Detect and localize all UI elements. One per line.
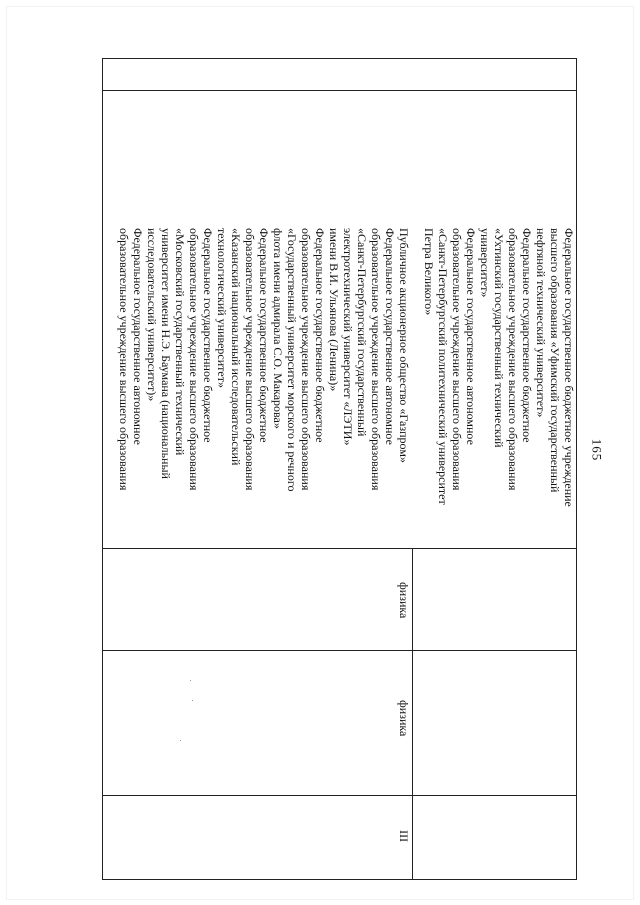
org-line: Федеральное государственное бюджетное учреждение xyxy=(562,228,576,507)
table-rule xyxy=(102,548,577,549)
level-cell: III xyxy=(397,830,411,842)
org-line: Федеральное государственное автономное xyxy=(131,228,145,445)
org-line: Публичное акционерное общество «Газпром» xyxy=(397,228,411,463)
org-line: «Ухтинский государственный технический xyxy=(492,228,506,448)
org-line: электротехнический университет «ЛЭТИ» xyxy=(341,228,355,446)
org-line: исследовательский университет)» xyxy=(145,228,159,402)
org-line: Федеральное государственное бюджетное xyxy=(257,228,271,443)
org-line: Федеральное государственное бюджетное xyxy=(201,228,215,443)
subject-cell: физика xyxy=(397,582,411,619)
org-line: образовательное учреждение высшего образования xyxy=(450,228,464,491)
scan-speck xyxy=(180,740,181,741)
org-line: «Казанский национальный исследовательский xyxy=(229,228,243,466)
org-line: технологический университет» xyxy=(215,228,229,388)
org-line: образовательное учреждение высшего образования xyxy=(369,228,383,491)
org-line: высшего образования «Уфимский государственный xyxy=(548,228,562,493)
scan-speck xyxy=(192,700,193,701)
org-line: имени В.И. Ульянова (Ленина)» xyxy=(327,228,341,392)
subject-cell: физика xyxy=(397,700,411,737)
table-rule xyxy=(412,548,413,880)
scan-speck xyxy=(190,680,191,681)
page-number: 165 xyxy=(589,438,605,462)
table-rule xyxy=(102,650,577,651)
org-line: университет» xyxy=(478,228,492,298)
table-rule xyxy=(102,795,577,796)
org-line: образовательное учреждение высшего образования xyxy=(243,228,257,491)
org-line: «Санкт-Петербургский государственный xyxy=(355,228,369,437)
org-line: Федеральное государственное автономное xyxy=(383,228,397,445)
org-line: флота имени адмирала С.О. Макарова» xyxy=(271,228,285,429)
org-line: образовательное учреждение высшего образования xyxy=(117,228,131,491)
org-line: образовательное учреждение высшего образования xyxy=(299,228,313,491)
org-line: нефтяной технический университет» xyxy=(534,228,548,418)
org-line: образовательное учреждение высшего образования xyxy=(187,228,201,491)
table-rule xyxy=(102,548,103,880)
org-line: «Московский государственный технический xyxy=(173,228,187,456)
org-line: образовательное учреждение высшего образования xyxy=(506,228,520,491)
org-line: Петра Великого» xyxy=(422,228,436,316)
org-line: Федеральное государственное бюджетное xyxy=(520,228,534,443)
org-line: Федеральное государственное автономное xyxy=(464,228,478,445)
org-line: «Государственный университет морского и речного xyxy=(285,228,299,492)
org-line: университет имени Н.Э. Баумана (национальный xyxy=(159,228,173,479)
table-rule xyxy=(102,90,577,91)
org-line: Федеральное государственное бюджетное xyxy=(313,228,327,443)
org-line: «Санкт-Петербургский политехнический университет xyxy=(436,228,450,505)
